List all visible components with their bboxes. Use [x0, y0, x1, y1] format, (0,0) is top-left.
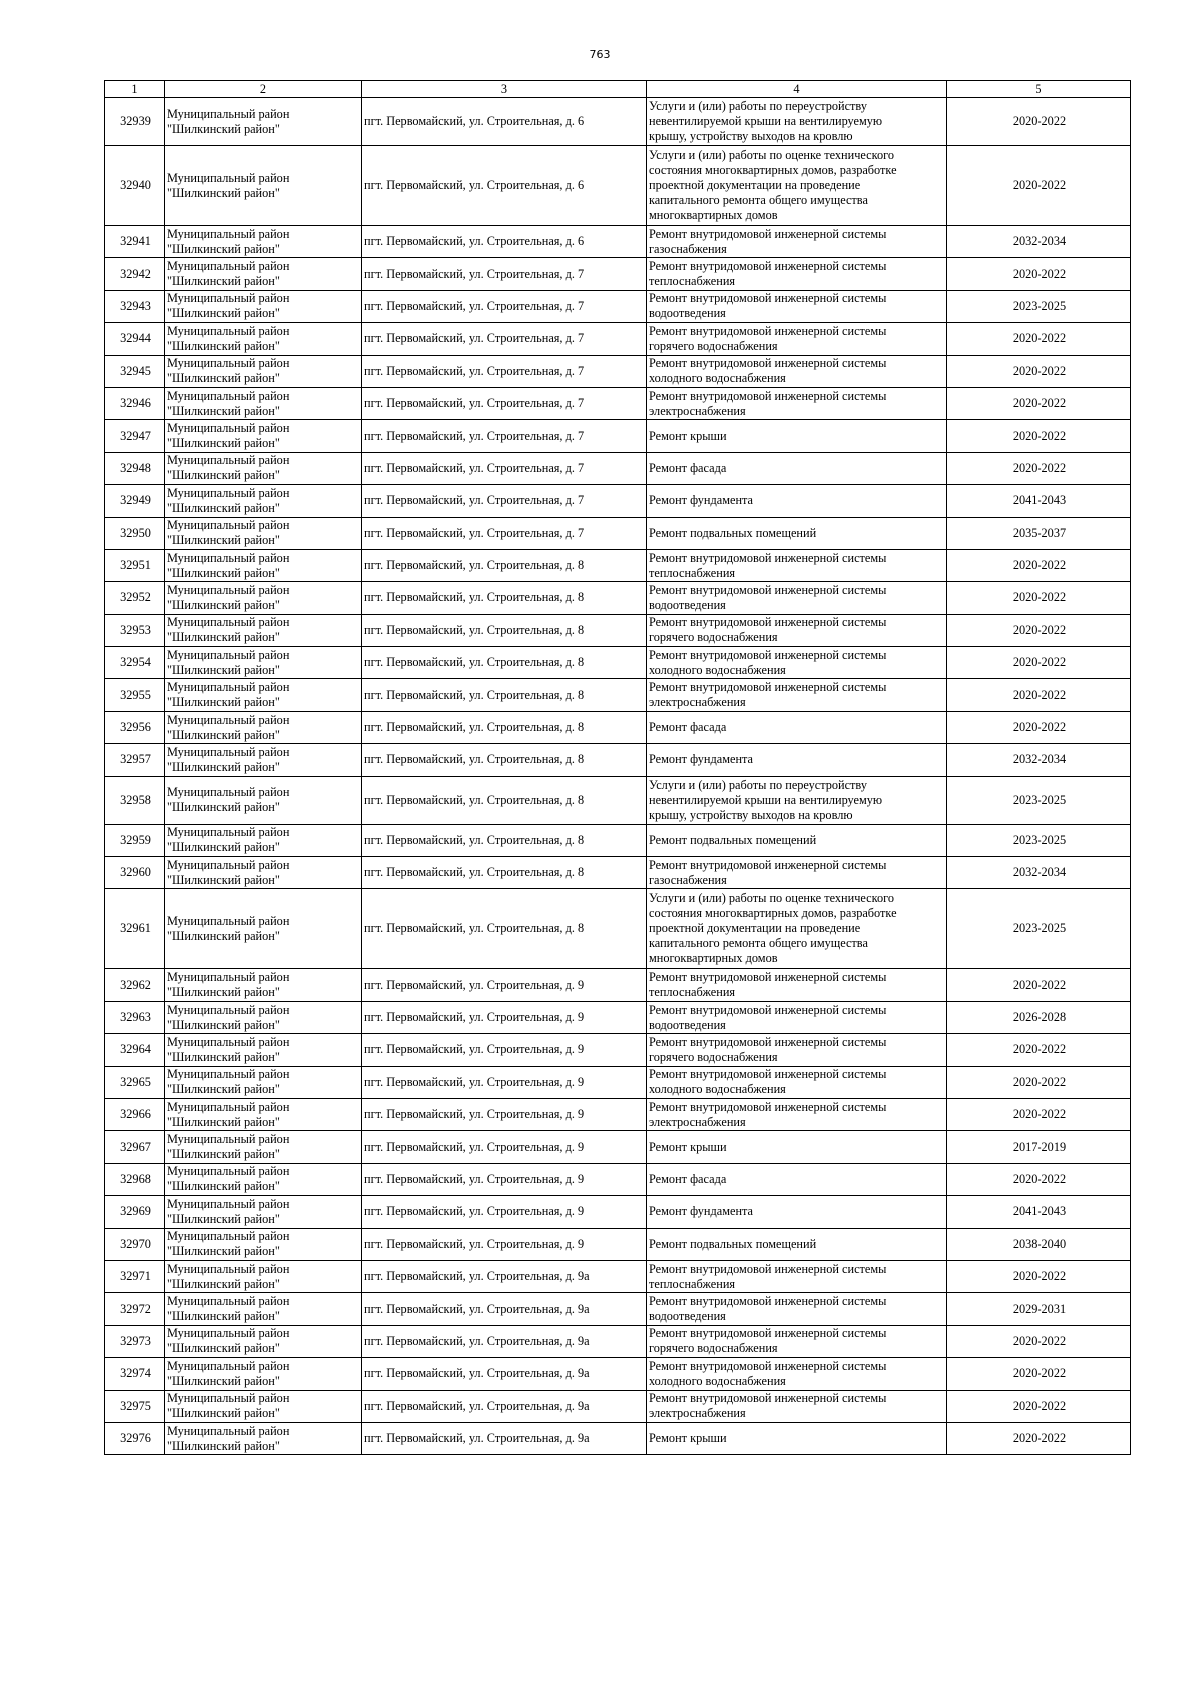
work-type-cell: Ремонт внутридомовой инженерной системы теплоснабжения: [647, 969, 947, 1001]
address-cell: пгт. Первомайский, ул. Строительная, д. 7: [362, 517, 647, 549]
period-cell: 2020-2022: [947, 549, 1131, 581]
address-cell: пгт. Первомайский, ул. Строительная, д. 8: [362, 824, 647, 856]
address-cell: пгт. Первомайский, ул. Строительная, д. 7: [362, 323, 647, 355]
work-type-cell: Ремонт внутридомовой инженерной системы горячего водоснабжения: [647, 614, 947, 646]
table-row: [105, 1098, 1131, 1130]
period-cell: 2023-2025: [947, 889, 1131, 969]
period-cell: 2020-2022: [947, 614, 1131, 646]
address-cell: пгт. Первомайский, ул. Строительная, д. 9: [362, 1228, 647, 1260]
row-number: 32972: [105, 1293, 165, 1325]
table-row: [105, 1131, 1131, 1163]
row-number: 32941: [105, 226, 165, 258]
row-number: 32956: [105, 711, 165, 743]
row-number: 32964: [105, 1034, 165, 1066]
work-type-cell: Ремонт внутридомовой инженерной системы газоснабжения: [647, 226, 947, 258]
row-number: 32969: [105, 1196, 165, 1228]
period-cell: 2023-2025: [947, 776, 1131, 824]
period-cell: 2023-2025: [947, 824, 1131, 856]
municipality-cell: Муниципальный район "Шилкинский район": [165, 1034, 362, 1066]
table-row: [105, 614, 1131, 646]
work-type-cell: Ремонт внутридомовой инженерной системы электроснабжения: [647, 387, 947, 419]
row-number: 32974: [105, 1358, 165, 1390]
column-header-5: 5: [947, 81, 1131, 98]
address-cell: пгт. Первомайский, ул. Строительная, д. 7: [362, 485, 647, 517]
municipality-cell: Муниципальный район "Шилкинский район": [165, 889, 362, 969]
work-type-cell: Ремонт фундамента: [647, 744, 947, 776]
period-cell: 2020-2022: [947, 1390, 1131, 1422]
work-type-cell: Ремонт внутридомовой инженерной системы водоотведения: [647, 290, 947, 322]
table-row: [105, 387, 1131, 419]
address-cell: пгт. Первомайский, ул. Строительная, д. 8: [362, 744, 647, 776]
row-number: 32968: [105, 1163, 165, 1195]
period-cell: 2020-2022: [947, 969, 1131, 1001]
period-cell: 2032-2034: [947, 226, 1131, 258]
work-type-cell: Ремонт внутридомовой инженерной системы газоснабжения: [647, 857, 947, 889]
work-type-cell: Ремонт внутридомовой инженерной системы холодного водоснабжения: [647, 355, 947, 387]
work-type-cell: Услуги и (или) работы по переустройству невентилируемой крыши на вентилируемую крышу, устройству выходов на кровлю: [647, 776, 947, 824]
table-row: [105, 1390, 1131, 1422]
address-cell: пгт. Первомайский, ул. Строительная, д. 8: [362, 776, 647, 824]
address-cell: пгт. Первомайский, ул. Строительная, д. 9: [362, 1131, 647, 1163]
period-cell: 2020-2022: [947, 647, 1131, 679]
work-type-cell: Ремонт подвальных помещений: [647, 517, 947, 549]
address-cell: пгт. Первомайский, ул. Строительная, д. 9а: [362, 1422, 647, 1454]
table-row: [105, 323, 1131, 355]
period-cell: 2020-2022: [947, 452, 1131, 484]
period-cell: 2020-2022: [947, 1098, 1131, 1130]
period-cell: 2032-2034: [947, 857, 1131, 889]
work-type-cell: Услуги и (или) работы по переустройству невентилируемой крыши на вентилируемую крышу, устройству выходов на кровлю: [647, 98, 947, 146]
row-number: 32945: [105, 355, 165, 387]
period-cell: 2029-2031: [947, 1293, 1131, 1325]
row-number: 32952: [105, 582, 165, 614]
municipality-cell: Муниципальный район "Шилкинский район": [165, 290, 362, 322]
row-number: 32963: [105, 1001, 165, 1033]
municipality-cell: Муниципальный район "Шилкинский район": [165, 614, 362, 646]
municipality-cell: Муниципальный район "Шилкинский район": [165, 146, 362, 226]
page-number: 763: [589, 48, 611, 61]
municipality-cell: Муниципальный район "Шилкинский район": [165, 485, 362, 517]
period-cell: 2020-2022: [947, 1260, 1131, 1292]
address-cell: пгт. Первомайский, ул. Строительная, д. 8: [362, 549, 647, 581]
table-row: [105, 711, 1131, 743]
table-row: [105, 517, 1131, 549]
work-type-cell: Ремонт внутридомовой инженерной системы теплоснабжения: [647, 258, 947, 290]
municipality-cell: Муниципальный район "Шилкинский район": [165, 711, 362, 743]
row-number: 32966: [105, 1098, 165, 1130]
address-cell: пгт. Первомайский, ул. Строительная, д. 7: [362, 452, 647, 484]
table-row: [105, 1358, 1131, 1390]
period-cell: 2020-2022: [947, 323, 1131, 355]
municipality-cell: Муниципальный район "Шилкинский район": [165, 420, 362, 452]
period-cell: 2020-2022: [947, 1325, 1131, 1357]
municipality-cell: Муниципальный район "Шилкинский район": [165, 549, 362, 581]
row-number: 32967: [105, 1131, 165, 1163]
row-number: 32948: [105, 452, 165, 484]
table-row: [105, 744, 1131, 776]
row-number: 32960: [105, 857, 165, 889]
address-cell: пгт. Первомайский, ул. Строительная, д. 9: [362, 1001, 647, 1033]
address-cell: пгт. Первомайский, ул. Строительная, д. 7: [362, 420, 647, 452]
address-cell: пгт. Первомайский, ул. Строительная, д. 9а: [362, 1325, 647, 1357]
period-cell: 2020-2022: [947, 1066, 1131, 1098]
work-type-cell: Ремонт внутридомовой инженерной системы теплоснабжения: [647, 549, 947, 581]
municipality-cell: Муниципальный район "Шилкинский район": [165, 824, 362, 856]
work-type-cell: Ремонт внутридомовой инженерной системы горячего водоснабжения: [647, 1325, 947, 1357]
table-row: [105, 1325, 1131, 1357]
period-cell: 2020-2022: [947, 1034, 1131, 1066]
municipality-cell: Муниципальный район "Шилкинский район": [165, 647, 362, 679]
address-cell: пгт. Первомайский, ул. Строительная, д. 7: [362, 290, 647, 322]
row-number: 32975: [105, 1390, 165, 1422]
table-row: [105, 857, 1131, 889]
municipality-cell: Муниципальный район "Шилкинский район": [165, 387, 362, 419]
municipality-cell: Муниципальный район "Шилкинский район": [165, 258, 362, 290]
table-row: [105, 485, 1131, 517]
row-number: 32950: [105, 517, 165, 549]
municipality-cell: Муниципальный район "Шилкинский район": [165, 517, 362, 549]
table-row: [105, 549, 1131, 581]
row-number: 32951: [105, 549, 165, 581]
row-number: 32953: [105, 614, 165, 646]
row-number: 32970: [105, 1228, 165, 1260]
work-type-cell: Услуги и (или) работы по оценке технического состояния многоквартирных домов, разработке проектной документации на проведение капитального ремонта общего имущества многоквартирных домов: [647, 889, 947, 969]
work-type-cell: Ремонт внутридомовой инженерной системы горячего водоснабжения: [647, 323, 947, 355]
work-type-cell: Ремонт внутридомовой инженерной системы холодного водоснабжения: [647, 1358, 947, 1390]
municipality-cell: Муниципальный район "Шилкинский район": [165, 1325, 362, 1357]
row-number: 32962: [105, 969, 165, 1001]
row-number: 32965: [105, 1066, 165, 1098]
work-type-cell: Ремонт фасада: [647, 452, 947, 484]
work-type-cell: Ремонт крыши: [647, 1422, 947, 1454]
work-type-cell: Ремонт внутридомовой инженерной системы электроснабжения: [647, 1390, 947, 1422]
address-cell: пгт. Первомайский, ул. Строительная, д. 9: [362, 1098, 647, 1130]
period-cell: 2020-2022: [947, 258, 1131, 290]
table-row: [105, 355, 1131, 387]
address-cell: пгт. Первомайский, ул. Строительная, д. 6: [362, 146, 647, 226]
municipality-cell: Муниципальный район "Шилкинский район": [165, 98, 362, 146]
municipality-cell: Муниципальный район "Шилкинский район": [165, 1098, 362, 1130]
table-header-row: [105, 81, 1131, 98]
period-cell: 2020-2022: [947, 582, 1131, 614]
row-number: 32976: [105, 1422, 165, 1454]
period-cell: 2023-2025: [947, 290, 1131, 322]
work-type-cell: Ремонт внутридомовой инженерной системы водоотведения: [647, 582, 947, 614]
municipality-cell: Муниципальный район "Шилкинский район": [165, 1001, 362, 1033]
table-row: [105, 226, 1131, 258]
municipality-cell: Муниципальный район "Шилкинский район": [165, 1390, 362, 1422]
table-row: [105, 146, 1131, 226]
table-row: [105, 1196, 1131, 1228]
table-row: [105, 98, 1131, 146]
municipality-cell: Муниципальный район "Шилкинский район": [165, 1260, 362, 1292]
table-row: [105, 776, 1131, 824]
municipality-cell: Муниципальный район "Шилкинский район": [165, 226, 362, 258]
work-type-cell: Ремонт внутридомовой инженерной системы электроснабжения: [647, 679, 947, 711]
work-type-cell: Ремонт фасада: [647, 711, 947, 743]
table-row: [105, 1001, 1131, 1033]
municipality-cell: Муниципальный район "Шилкинский район": [165, 776, 362, 824]
address-cell: пгт. Первомайский, ул. Строительная, д. 9: [362, 1034, 647, 1066]
repair-schedule-table: [104, 80, 1131, 1455]
period-cell: 2032-2034: [947, 744, 1131, 776]
period-cell: 2017-2019: [947, 1131, 1131, 1163]
address-cell: пгт. Первомайский, ул. Строительная, д. 9а: [362, 1260, 647, 1292]
table-row: [105, 824, 1131, 856]
period-cell: 2020-2022: [947, 387, 1131, 419]
period-cell: 2038-2040: [947, 1228, 1131, 1260]
table-row: [105, 1293, 1131, 1325]
period-cell: 2035-2037: [947, 517, 1131, 549]
period-cell: 2020-2022: [947, 420, 1131, 452]
table-row: [105, 1163, 1131, 1195]
table-row: [105, 889, 1131, 969]
work-type-cell: Услуги и (или) работы по оценке технического состояния многоквартирных домов, разработке проектной документации на проведение капитального ремонта общего имущества многоквартирных домов: [647, 146, 947, 226]
row-number: 32954: [105, 647, 165, 679]
municipality-cell: Муниципальный район "Шилкинский район": [165, 1066, 362, 1098]
period-cell: 2020-2022: [947, 1163, 1131, 1195]
municipality-cell: Муниципальный район "Шилкинский район": [165, 857, 362, 889]
municipality-cell: Муниципальный район "Шилкинский район": [165, 1131, 362, 1163]
column-header-4: 4: [647, 81, 947, 98]
work-type-cell: Ремонт внутридомовой инженерной системы горячего водоснабжения: [647, 1034, 947, 1066]
address-cell: пгт. Первомайский, ул. Строительная, д. 8: [362, 614, 647, 646]
municipality-cell: Муниципальный район "Шилкинский район": [165, 1163, 362, 1195]
table-row: [105, 1260, 1131, 1292]
table-row: [105, 679, 1131, 711]
address-cell: пгт. Первомайский, ул. Строительная, д. 6: [362, 226, 647, 258]
row-number: 32973: [105, 1325, 165, 1357]
period-cell: 2020-2022: [947, 1422, 1131, 1454]
municipality-cell: Муниципальный район "Шилкинский район": [165, 323, 362, 355]
table-row: [105, 1228, 1131, 1260]
work-type-cell: Ремонт крыши: [647, 420, 947, 452]
address-cell: пгт. Первомайский, ул. Строительная, д. 8: [362, 647, 647, 679]
period-cell: 2020-2022: [947, 355, 1131, 387]
municipality-cell: Муниципальный район "Шилкинский район": [165, 452, 362, 484]
municipality-cell: Муниципальный район "Шилкинский район": [165, 1358, 362, 1390]
address-cell: пгт. Первомайский, ул. Строительная, д. 9а: [362, 1358, 647, 1390]
address-cell: пгт. Первомайский, ул. Строительная, д. 8: [362, 679, 647, 711]
address-cell: пгт. Первомайский, ул. Строительная, д. 9: [362, 1196, 647, 1228]
table-row: [105, 290, 1131, 322]
table-row: [105, 1034, 1131, 1066]
work-type-cell: Ремонт внутридомовой инженерной системы холодного водоснабжения: [647, 1066, 947, 1098]
period-cell: 2020-2022: [947, 1358, 1131, 1390]
row-number: 32949: [105, 485, 165, 517]
work-type-cell: Ремонт крыши: [647, 1131, 947, 1163]
table-row: [105, 647, 1131, 679]
column-header-3: 3: [362, 81, 647, 98]
municipality-cell: Муниципальный район "Шилкинский район": [165, 679, 362, 711]
address-cell: пгт. Первомайский, ул. Строительная, д. 9: [362, 969, 647, 1001]
row-number: 32946: [105, 387, 165, 419]
table-body: [105, 98, 1131, 1455]
address-cell: пгт. Первомайский, ул. Строительная, д. 9: [362, 1066, 647, 1098]
table-row: [105, 1422, 1131, 1454]
row-number: 32942: [105, 258, 165, 290]
period-cell: 2041-2043: [947, 1196, 1131, 1228]
municipality-cell: Муниципальный район "Шилкинский район": [165, 969, 362, 1001]
municipality-cell: Муниципальный район "Шилкинский район": [165, 1228, 362, 1260]
table-row: [105, 258, 1131, 290]
address-cell: пгт. Первомайский, ул. Строительная, д. 9а: [362, 1390, 647, 1422]
work-type-cell: Ремонт внутридомовой инженерной системы водоотведения: [647, 1001, 947, 1033]
table-row: [105, 582, 1131, 614]
period-cell: 2026-2028: [947, 1001, 1131, 1033]
period-cell: 2020-2022: [947, 711, 1131, 743]
row-number: 32971: [105, 1260, 165, 1292]
municipality-cell: Муниципальный район "Шилкинский район": [165, 1422, 362, 1454]
work-type-cell: Ремонт фундамента: [647, 1196, 947, 1228]
row-number: 32957: [105, 744, 165, 776]
row-number: 32947: [105, 420, 165, 452]
municipality-cell: Муниципальный район "Шилкинский район": [165, 1293, 362, 1325]
address-cell: пгт. Первомайский, ул. Строительная, д. 9: [362, 1163, 647, 1195]
work-type-cell: Ремонт подвальных помещений: [647, 1228, 947, 1260]
address-cell: пгт. Первомайский, ул. Строительная, д. 8: [362, 582, 647, 614]
period-cell: 2041-2043: [947, 485, 1131, 517]
column-header-2: 2: [165, 81, 362, 98]
address-cell: пгт. Первомайский, ул. Строительная, д. 7: [362, 258, 647, 290]
work-type-cell: Ремонт внутридомовой инженерной системы водоотведения: [647, 1293, 947, 1325]
work-type-cell: Ремонт подвальных помещений: [647, 824, 947, 856]
municipality-cell: Муниципальный район "Шилкинский район": [165, 355, 362, 387]
period-cell: 2020-2022: [947, 146, 1131, 226]
row-number: 32958: [105, 776, 165, 824]
work-type-cell: Ремонт фундамента: [647, 485, 947, 517]
table-row: [105, 452, 1131, 484]
work-type-cell: Ремонт внутридомовой инженерной системы электроснабжения: [647, 1098, 947, 1130]
table-row: [105, 969, 1131, 1001]
row-number: 32961: [105, 889, 165, 969]
address-cell: пгт. Первомайский, ул. Строительная, д. 7: [362, 387, 647, 419]
municipality-cell: Муниципальный район "Шилкинский район": [165, 744, 362, 776]
work-type-cell: Ремонт внутридомовой инженерной системы теплоснабжения: [647, 1260, 947, 1292]
period-cell: 2020-2022: [947, 98, 1131, 146]
row-number: 32959: [105, 824, 165, 856]
row-number: 32955: [105, 679, 165, 711]
work-type-cell: Ремонт фасада: [647, 1163, 947, 1195]
municipality-cell: Муниципальный район "Шилкинский район": [165, 1196, 362, 1228]
work-type-cell: Ремонт внутридомовой инженерной системы холодного водоснабжения: [647, 647, 947, 679]
address-cell: пгт. Первомайский, ул. Строительная, д. 9а: [362, 1293, 647, 1325]
row-number: 32943: [105, 290, 165, 322]
address-cell: пгт. Первомайский, ул. Строительная, д. 6: [362, 98, 647, 146]
address-cell: пгт. Первомайский, ул. Строительная, д. 7: [362, 355, 647, 387]
row-number: 32940: [105, 146, 165, 226]
address-cell: пгт. Первомайский, ул. Строительная, д. 8: [362, 711, 647, 743]
address-cell: пгт. Первомайский, ул. Строительная, д. 8: [362, 857, 647, 889]
address-cell: пгт. Первомайский, ул. Строительная, д. 8: [362, 889, 647, 969]
row-number: 32939: [105, 98, 165, 146]
period-cell: 2020-2022: [947, 679, 1131, 711]
column-header-1: 1: [105, 81, 165, 98]
table-row: [105, 1066, 1131, 1098]
table-row: [105, 420, 1131, 452]
municipality-cell: Муниципальный район "Шилкинский район": [165, 582, 362, 614]
row-number: 32944: [105, 323, 165, 355]
